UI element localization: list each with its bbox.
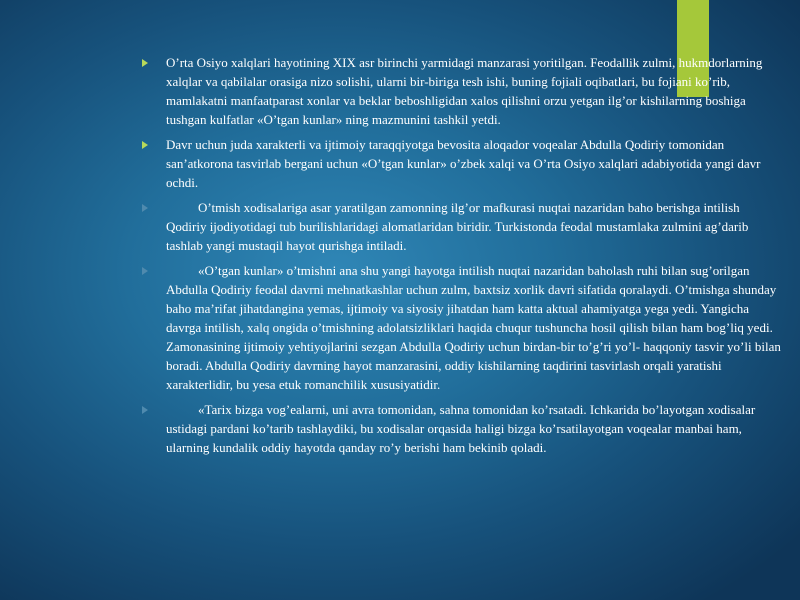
paragraph-text: O’tmish xodisalariga asar yaratilgan zamonning ilg’or mafkurasi nuqtai nazaridan baho berishga intilish Qodiriy ijodiyotidagi tub burilishlaridagi alomatlaridan biridir. Turkistonda feodal mustamlaka zulmini ag’darib tashlab yangi mustaqil hayot qurishga intiladi. [166,200,749,253]
list-item [142,400,782,457]
triangle-bullet-icon [142,59,148,67]
paragraph-text: «O’tgan kunlar» o’tmishni ana shu yangi hayotga intilish nuqtai nazaridan baholash ruhi bilan sug’orilgan Abdulla Qodiriy feodal davrni mehnatkashlar uchun zulm, baxtsiz xorlik davri sifatida qoralaydi. O’tmishga shunday baho ma’rifat jihatdangina yemas, ijtimoiy va siyosiy jihatdan ham katta aktual ahamiyatga yega yedi. Yangicha davrga intilish, xalq ongida o’tmishning adolatsizliklari haqida chuqur tushuncha hosil qilish bilan ham bog’liq yedi. Zamonasining ijtimoiy yehtiyojlarini sezgan Abdulla Qodiriy uchun birdan-bir to’g’ri yo’l- haqqoniy tasvir yo’li bilan boradi. Abdulla Qodiriy davrning hayot manzarasini, oddiy kishilarning taqdirini tasvirlash orqali yaratishi xarakterlidir, bu yesa etuk romanchilik xususiyatidir. [166,263,781,392]
triangle-bullet-icon [142,267,148,275]
paragraph-text: «Tarix bizga vog’ealarni, uni avra tomonidan, sahna tomonidan ko’rsatadi. Ichkarida bo’layotgan xodisalar ustidagi pardani ko’tarib tashlaydiki, bu xodisalar orqasida haligi bizga ko’rsatilayotgan voqealar manbai ham, ularning kundalik oddiy hayotda qanday ro’y berishi ham bekinib qoladi. [166,402,756,455]
paragraph-text: O’rta Osiyo xalqlari hayotining XIX asr birinchi yarmidagi manzarasi yoritilgan. Feodallik zulmi, hukmdorlarning xalqlar va qabilalar orasiga nizo solishi, ularni bir-biriga tesh ishi, buning fojiali oqibatlari, bu fojiani ko’rib, mamlakatni manfaatparast xonlar va beklar beboshligidan xalos qilishni orzu yetgan ilg’or kishilarning boshiga tushgan kulfatlar «O’tgan kunlar» ning mazmunini tashkil yetdi. [166,55,763,127]
list-item [142,53,782,129]
paragraph-text: Davr uchun juda xarakterli va ijtimoiy taraqqiyotga bevosita aloqador voqealar Abdulla Qodiriy tomonidan san’atkorona tasvirlab bergani uchun «O’tgan kunlar» o’zbek xalqi va O’rta Osiyo xalqlari adabiyotida yangi davr ochdi. [166,137,761,190]
triangle-bullet-icon [142,406,148,414]
triangle-bullet-icon [142,204,148,212]
list-item [142,135,782,192]
slide-body [142,53,782,463]
list-item [142,261,782,394]
list-item [142,198,782,255]
triangle-bullet-icon [142,141,148,149]
